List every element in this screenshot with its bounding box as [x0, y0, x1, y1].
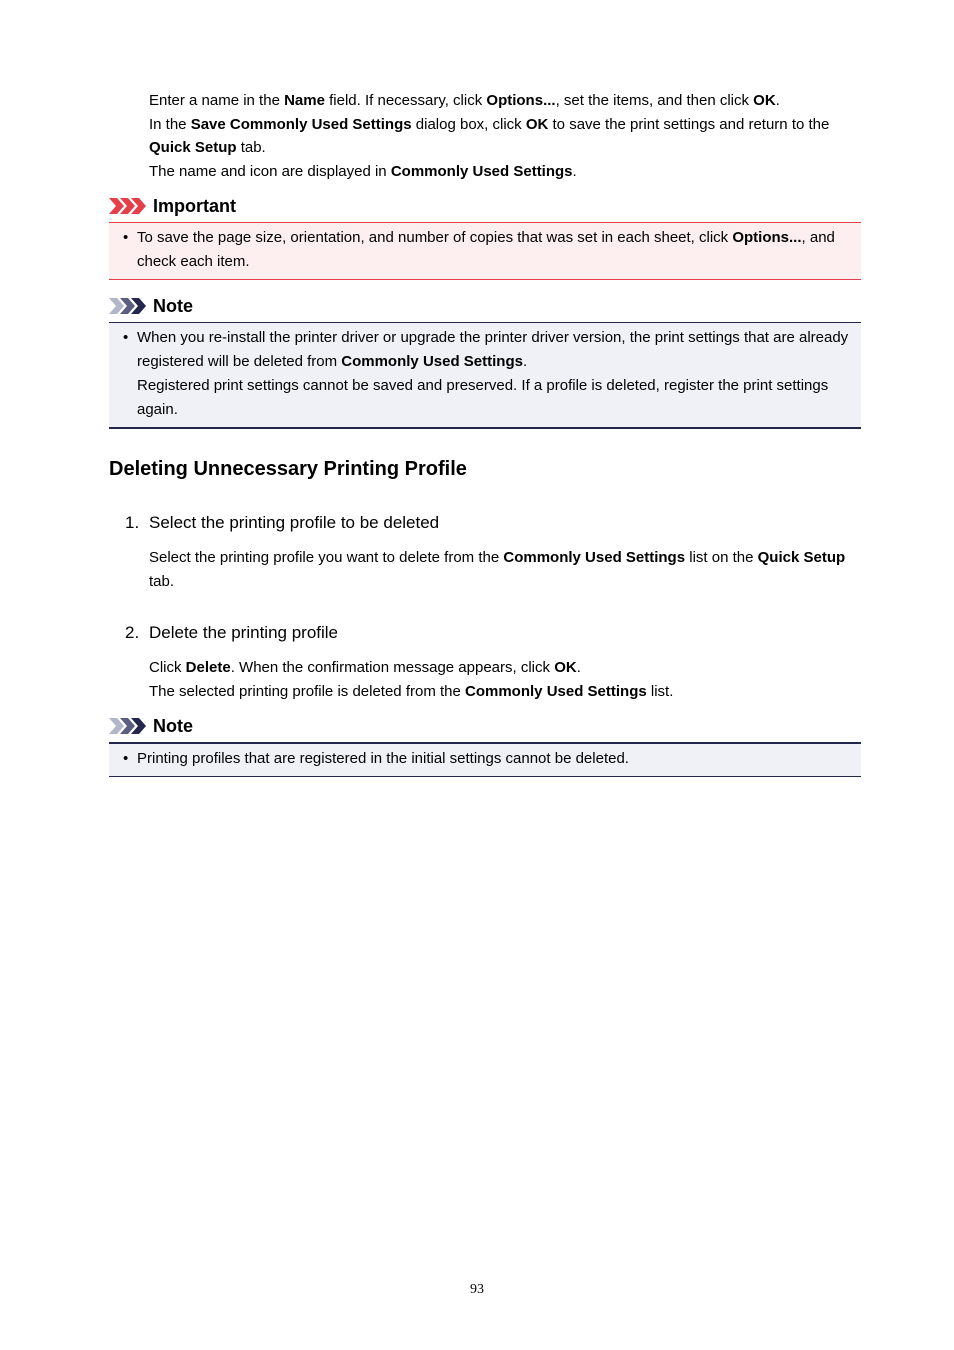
commonly-used-settings-term: Commonly Used Settings	[390, 162, 573, 180]
intro-line-1: Enter a name in the Name field. If necessary, click Options..., set the items, and then click OK.	[149, 92, 780, 109]
note-heading	[109, 714, 193, 738]
ok-term: OK	[554, 659, 577, 676]
bullet: •	[123, 750, 129, 767]
important-chevrons-icon	[109, 197, 149, 215]
step-1-title: 1. Select the printing profile to be deleted	[125, 513, 440, 532]
commonly-used-settings-term: Commonly Used Settings	[341, 353, 523, 370]
bullet: •	[123, 229, 129, 246]
page-number: 93	[470, 1282, 484, 1297]
important-heading	[109, 194, 236, 218]
note-heading	[109, 294, 193, 318]
step-2-title: 2. Delete the printing profile	[125, 623, 339, 642]
list-item: • When you re-install the printer driver or upgrade the printer driver version, the print settings that are already registered will be deleted from Commonly Used Settings. Registered print settings cannot be saved and preserved. If a profile is deleted, register the print settings again.	[109, 326, 861, 422]
delete-term: Delete	[185, 659, 231, 676]
note-box	[109, 322, 861, 429]
quick-setup-term: Quick Setup	[757, 549, 846, 566]
important-heading-label: Important	[153, 195, 236, 216]
note-box	[109, 742, 861, 777]
step-number: 1.	[125, 513, 140, 532]
name-field-term: Name	[284, 92, 325, 109]
commonly-used-settings-term: Commonly Used Settings	[465, 682, 647, 700]
save-commonly-used-settings-term: Save Commonly Used Settings	[190, 115, 412, 133]
note-chevrons-icon	[109, 717, 149, 735]
ok-term: OK	[525, 115, 549, 133]
ok-term: OK	[753, 92, 776, 109]
section-heading: Deleting Unnecessary Printing Profile	[109, 458, 467, 480]
step-number: 2.	[125, 623, 140, 642]
quick-setup-term: Quick Setup	[149, 139, 237, 156]
step-2-body: Click Delete. When the confirmation message appears, click OK. The selected printing profile is deleted from the Commonly Used Settings list.	[149, 659, 674, 700]
intro-line-3: The name and icon are displayed in Commonly Used Settings.	[149, 162, 577, 180]
important-box	[109, 222, 861, 280]
intro-paragraph	[149, 89, 864, 183]
intro-line-2: In the Save Commonly Used Settings dialog box, click OK to save the print settings and return to the Quick Setup tab.	[149, 115, 830, 156]
list-item: • Printing profiles that are registered in the initial settings cannot be deleted.	[109, 747, 861, 771]
step-1-body: Select the printing profile you want to delete from the Commonly Used Settings list on the Quick Setup tab.	[149, 549, 846, 590]
note-heading-label: Note	[153, 295, 193, 316]
note-chevrons-icon	[109, 297, 149, 315]
list-item: • To save the page size, orientation, and number of copies that was set in each sheet, click Options..., and check each item.	[109, 226, 861, 274]
options-term: Options...	[732, 229, 802, 246]
commonly-used-settings-term: Commonly Used Settings	[503, 549, 686, 566]
bullet: •	[123, 329, 129, 346]
note-heading-label: Note	[153, 715, 193, 736]
options-term: Options...	[486, 92, 556, 109]
